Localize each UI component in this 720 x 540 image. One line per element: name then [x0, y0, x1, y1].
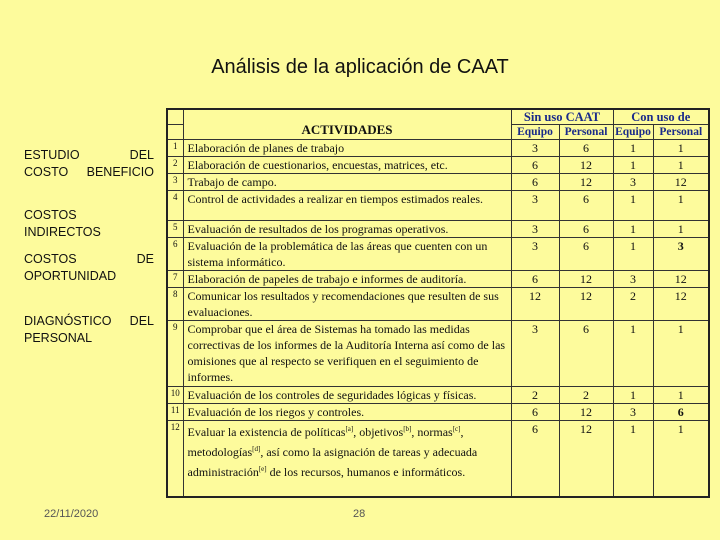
row-number: 8 — [167, 288, 183, 321]
activity-cell: Comunicar los resultados y recomendaciones que resulten de sus evaluaciones. — [183, 288, 511, 321]
table-row — [167, 288, 709, 321]
value-cell: 2 — [613, 288, 653, 321]
table-row — [167, 387, 709, 404]
activity-cell: Evaluación de resultados de los programas operativos. — [183, 221, 511, 238]
value-cell: 12 — [559, 404, 613, 421]
activity-cell — [183, 421, 511, 497]
table-row — [167, 191, 709, 221]
value-cell: 6 — [559, 191, 613, 221]
value-cell: 3 — [613, 174, 653, 191]
caat-table — [166, 108, 710, 498]
sidebar-item-costos-indirectos: COSTOS INDIRECTOS — [24, 208, 101, 239]
footer-date: 22/11/2020 — [44, 508, 99, 520]
slide-title: Análisis de la aplicación de CAAT — [211, 56, 509, 78]
value-cell: 6 — [559, 238, 613, 271]
value-cell: 12 — [653, 288, 709, 321]
value-cell: 1 — [613, 321, 653, 387]
value-cell: 12 — [511, 288, 559, 321]
table-row — [167, 174, 709, 191]
row-number: 9 — [167, 321, 183, 387]
col-equipo-sin: Equipo — [511, 125, 559, 140]
value-cell: 3 — [613, 271, 653, 288]
activity-text: de los recursos, humanos e informáticos. — [266, 465, 466, 479]
value-cell: 12 — [559, 421, 613, 497]
row-number: 6 — [167, 238, 183, 271]
activity-cell: Trabajo de campo. — [183, 174, 511, 191]
table-row — [167, 140, 709, 157]
value-cell: 3 — [613, 404, 653, 421]
table-corner — [167, 109, 183, 125]
value-cell: 6 — [511, 404, 559, 421]
table-row — [167, 221, 709, 238]
value-cell: 6 — [511, 271, 559, 288]
row-number: 11 — [167, 404, 183, 421]
activity-cell: Evaluación de la problemática de las áreas que cuenten con un sistema informático. — [183, 238, 511, 271]
value-cell: 12 — [559, 174, 613, 191]
value-cell: 6 — [559, 221, 613, 238]
sidebar-item-costo-beneficio: ESTUDIO DEL COSTO BENEFICIO — [24, 148, 154, 179]
sidebar-item-diagnostico-personal: DIAGNÓSTICO DEL PERSONAL — [24, 314, 154, 345]
footnote-ref: [a] — [345, 425, 354, 433]
value-cell: 1 — [613, 387, 653, 404]
value-cell: 12 — [559, 288, 613, 321]
activity-cell: Elaboración de papeles de trabajo e informes de auditoría. — [183, 271, 511, 288]
value-cell: 1 — [613, 221, 653, 238]
row-number: 7 — [167, 271, 183, 288]
value-cell: 6 — [559, 140, 613, 157]
value-cell: 1 — [653, 221, 709, 238]
activity-cell: Elaboración de cuestionarios, encuestas, matrices, etc. — [183, 157, 511, 174]
value-cell: 6 — [559, 321, 613, 387]
row-number: 1 — [167, 140, 183, 157]
header-con-uso: Con uso de — [613, 109, 709, 125]
table-corner-2 — [167, 125, 183, 140]
value-cell: 3 — [653, 238, 709, 271]
row-number: 4 — [167, 191, 183, 221]
footnote-ref: [d] — [252, 445, 261, 453]
value-cell: 6 — [653, 404, 709, 421]
activity-cell: Evaluación de los controles de seguridades lógicas y físicas. — [183, 387, 511, 404]
row-number: 12 — [167, 421, 183, 497]
activities-header: ACTIVIDADES — [183, 109, 511, 140]
activity-cell: Comprobar que el área de Sistemas ha tomado las medidas correctivas de los informes de la Auditoría Interna así como de las omisiones que al respecto se verifiquen en el seguimiento de informes. — [183, 321, 511, 387]
table-row — [167, 421, 709, 497]
activity-text: , normas — [411, 425, 453, 439]
activity-text: Evaluar la existencia de políticas — [187, 425, 346, 439]
value-cell: 3 — [511, 238, 559, 271]
row-number: 10 — [167, 387, 183, 404]
value-cell: 2 — [511, 387, 559, 404]
value-cell: 6 — [511, 157, 559, 174]
value-cell: 1 — [613, 140, 653, 157]
value-cell: 12 — [559, 157, 613, 174]
value-cell: 1 — [653, 321, 709, 387]
table-row — [167, 321, 709, 387]
value-cell: 3 — [511, 191, 559, 221]
value-cell: 6 — [511, 174, 559, 191]
value-cell: 1 — [653, 387, 709, 404]
activity-text: , metodologías — [187, 425, 464, 459]
value-cell: 1 — [613, 157, 653, 174]
table-row — [167, 404, 709, 421]
row-number: 2 — [167, 157, 183, 174]
value-cell: 3 — [511, 221, 559, 238]
activity-cell: Control de actividades a realizar en tiempos estimados reales. — [183, 191, 511, 221]
col-personal-sin: Personal — [559, 125, 613, 140]
table-row — [167, 271, 709, 288]
value-cell: 2 — [559, 387, 613, 404]
row-number: 5 — [167, 221, 183, 238]
value-cell: 1 — [653, 140, 709, 157]
footnote-ref: [c] — [452, 425, 461, 433]
activity-cell: Evaluación de los riegos y controles. — [183, 404, 511, 421]
header-sin-uso-caat: Sin uso CAAT — [511, 109, 613, 125]
value-cell: 3 — [511, 140, 559, 157]
footer-page-number: 28 — [353, 508, 366, 520]
value-cell: 1 — [653, 191, 709, 221]
table-row — [167, 157, 709, 174]
activity-text: , objetivos — [353, 425, 404, 439]
table-row — [167, 238, 709, 271]
sidebar-item-costos-oportunidad: COSTOS DE OPORTUNIDAD — [24, 252, 154, 283]
footnote-ref: [e] — [258, 465, 267, 473]
value-cell: 3 — [511, 321, 559, 387]
value-cell: 6 — [511, 421, 559, 497]
col-equipo-con: Equipo — [613, 125, 653, 140]
value-cell: 12 — [653, 174, 709, 191]
value-cell: 12 — [559, 271, 613, 288]
value-cell: 1 — [613, 421, 653, 497]
value-cell: 1 — [653, 421, 709, 497]
activity-text: , así como la asignación de tareas y adecuada administración — [187, 445, 478, 479]
activity-cell: Elaboración de planes de trabajo — [183, 140, 511, 157]
row-number: 3 — [167, 174, 183, 191]
value-cell: 1 — [653, 157, 709, 174]
col-personal-con: Personal — [653, 125, 709, 140]
value-cell: 1 — [613, 191, 653, 221]
footnote-ref: [b] — [403, 425, 412, 433]
value-cell: 12 — [653, 271, 709, 288]
value-cell: 1 — [613, 238, 653, 271]
